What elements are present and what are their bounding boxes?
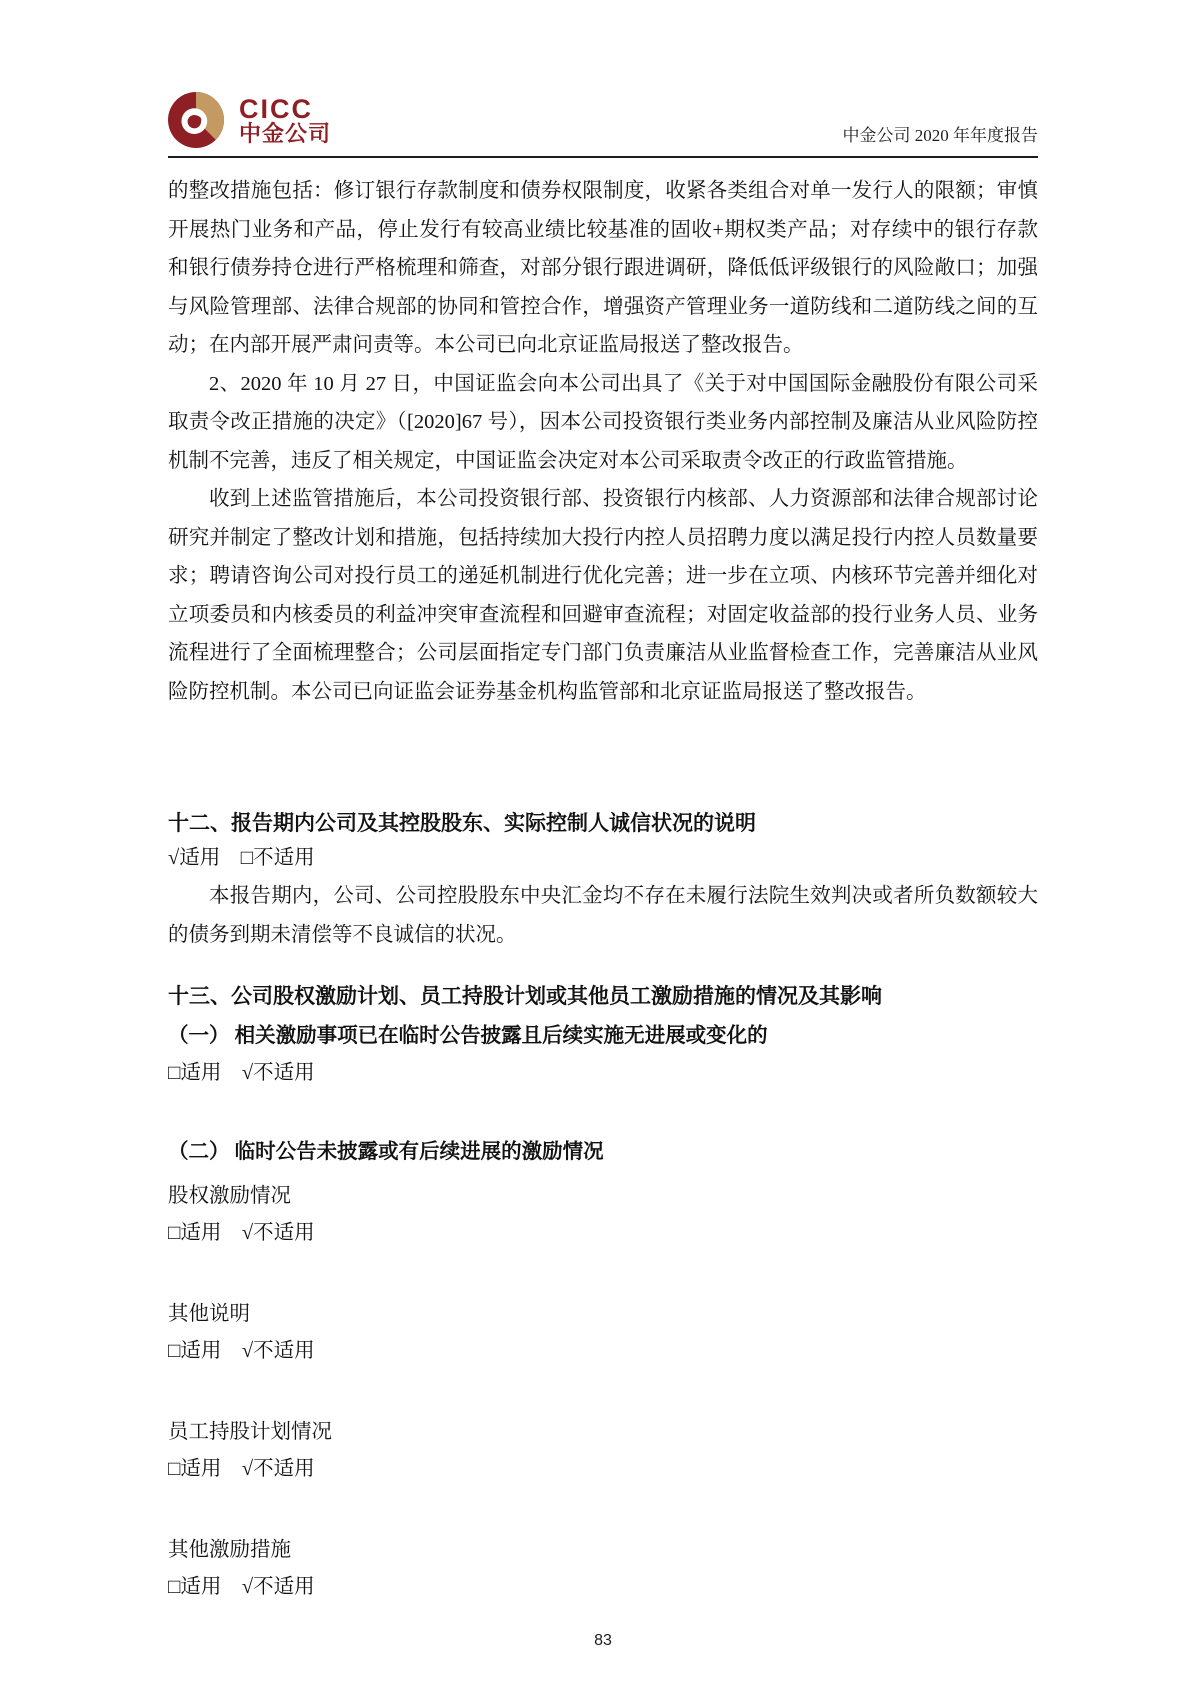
section-13-sub2-heading: （二） 临时公告未披露或有后续进展的激励情况 <box>168 1141 604 1163</box>
cicc-logo-icon <box>168 92 224 148</box>
report-header-title: 中金公司 2020 年年度报告 <box>842 126 1038 145</box>
section-12-body: 本报告期内，公司、公司控股股东中央汇金均不存在未履行法院生效判决或者所负数额较大的债务到期未清偿等不良诚信的状况。 <box>168 885 1038 946</box>
section-13-sub1-applicability: □适用 √不适用 <box>168 1062 315 1084</box>
incentive-item-equity <box>168 1178 1038 1252</box>
paragraph-remediation-plan: 收到上述监管措施后，本公司投资银行部、投资银行内核部、人力资源部和法律合规部讨论研究并制定了整改计划和措施，包括持续加大投行内控人员招聘力度以满足投行内控人员数量要求；聘请咨询公司对投行员工的递延机制进行优化完善；进一步在立项、内核环节完善并细化对立项委员和内核委员的利益冲突审查流程和回避审查流程；对固定收益部的投行业务人员、业务流程进行了全面梳理整合；公司层面指定专门部门负责廉洁从业监督检查工作，完善廉洁从业风险防控机制。本公司已向证监会证券基金机构监管部和北京证监局报送了整改报告。 <box>168 488 1038 703</box>
section-12-applicability: √适用 □不适用 <box>168 847 315 869</box>
incentive-item-other-notes <box>168 1296 1038 1370</box>
section-13-heading: 十三、公司股权激励计划、员工持股计划或其他员工激励措施的情况及其影响 <box>168 984 882 1008</box>
incentive-item-label: 其他说明 <box>168 1303 250 1325</box>
section-13-sub1-heading: （一） 相关激励事项已在临时公告披露且后续实施无进展或变化的 <box>168 1025 768 1047</box>
paragraph-csrc-decision: 2、2020 年 10 月 27 日，中国证监会向本公司出具了《关于对中国国际金融股份有限公司采取责令改正措施的决定》（[2020]67 号），因本公司投资银行类业务内部控制及廉洁从业风险防控机制不完善，违反了相关规定，中国证监会决定对本公司采取责令改正的行政监管措施。 <box>168 372 1038 472</box>
incentive-item-label: 其他激励措施 <box>168 1539 291 1561</box>
incentive-item-applicability: □适用 √不适用 <box>168 1458 315 1480</box>
page-body <box>168 172 1038 1606</box>
incentive-item-applicability: □适用 √不适用 <box>168 1340 315 1362</box>
incentive-item-esop <box>168 1414 1038 1488</box>
incentive-item-applicability: □适用 √不适用 <box>168 1576 315 1598</box>
incentive-item-label: 员工持股计划情况 <box>168 1421 332 1443</box>
logo-chinese-wordmark: 中金公司 <box>239 120 332 146</box>
cicc-logo <box>168 92 331 148</box>
page-number: 83 <box>594 1632 612 1649</box>
section-12-heading: 十二、报告期内公司及其控股股东、实际控制人诚信状况的说明 <box>168 811 756 835</box>
logo-cicc-wordmark: CICC <box>239 93 313 124</box>
page-header <box>168 80 1038 158</box>
incentive-item-label: 股权激励情况 <box>168 1185 291 1207</box>
incentive-item-applicability: □适用 √不适用 <box>168 1222 315 1244</box>
paragraph-rectification-measures: 的整改措施包括：修订银行存款制度和债券权限制度，收紧各类组合对单一发行人的限额；审慎开展热门业务和产品，停止发行有较高业绩比较基准的固收+期权类产品；对存续中的银行存款和银行债券持仓进行严格梳理和筛查，对部分银行跟进调研，降低低评级银行的风险敞口；加强与风险管理部、法律合规部的协同和管控合作，增强资产管理业务一道防线和二道防线之间的互动；在内部开展严肃问责等。本公司已向北京证监局报送了整改报告。 <box>168 180 1038 356</box>
page-footer <box>168 1632 1038 1650</box>
cicc-logo-text <box>239 95 331 146</box>
incentive-item-other-measures <box>168 1532 1038 1606</box>
